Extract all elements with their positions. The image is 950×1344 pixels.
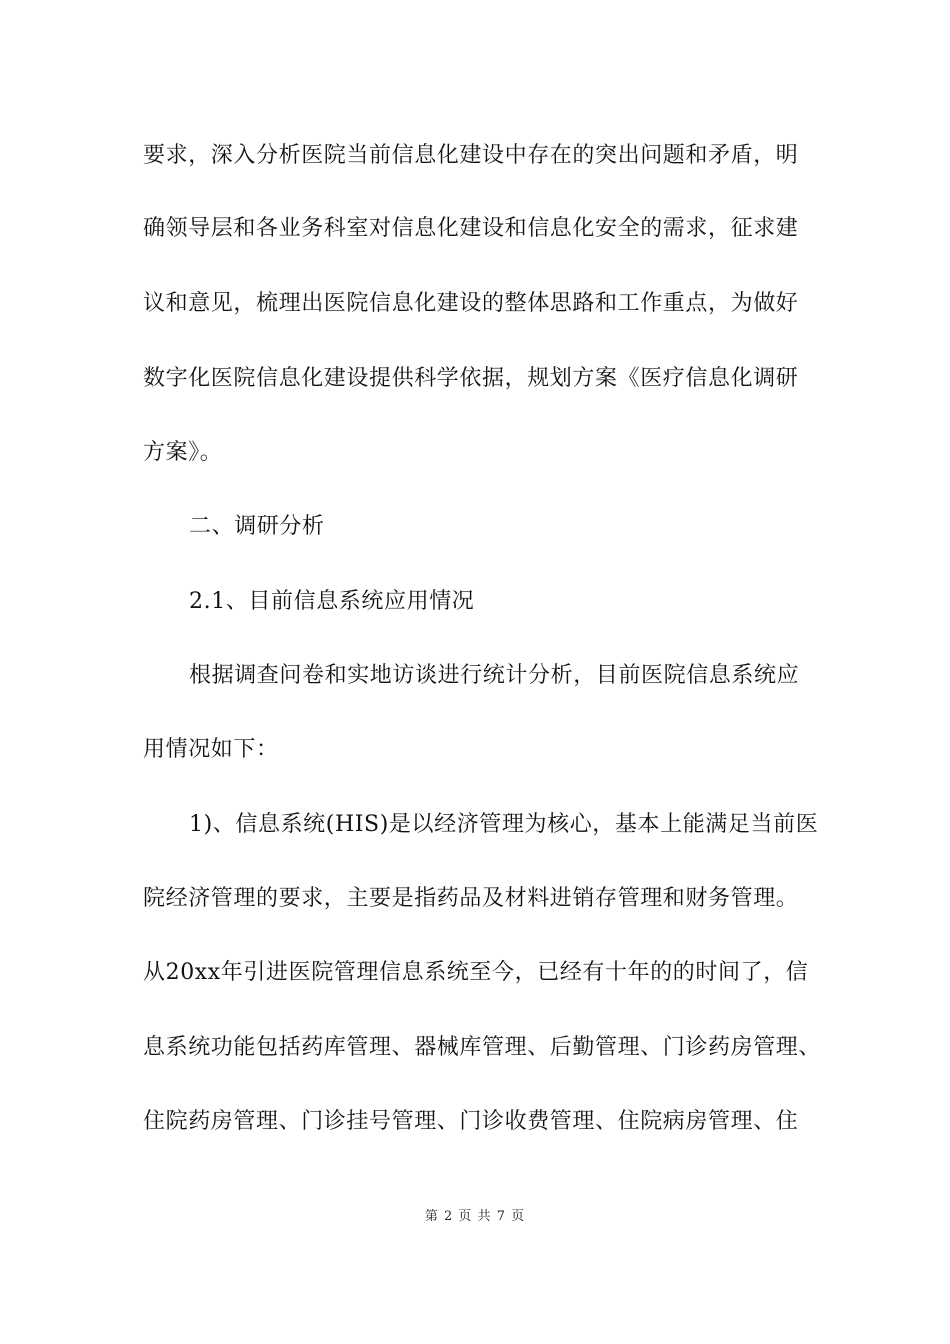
body-text-line: 住院药房管理、门诊挂号管理、门诊收费管理、住院病房管理、住 [143,1109,799,1134]
body-text-line: 用情况如下： [143,737,279,762]
body-text-line: 议和意见，梳理出医院信息化建设的整体思路和工作重点，为做好 [143,291,799,316]
body-text-line: 根据调查问卷和实地访谈进行统计分析，目前医院信息系统应 [189,663,800,688]
body-text-line: 从20xx年引进医院管理信息系统至今，已经有十年的的时间了，信 [143,960,809,985]
body-text-line: 息系统功能包括药库管理、器械库管理、后勤管理、门诊药房管理、 [143,1035,822,1060]
subsection-heading: 2.1、目前信息系统应用情况 [189,589,475,614]
body-text-line: 数字化医院信息化建设提供科学依据，规划方案《医疗信息化调研 [143,366,799,391]
body-text-line: 方案》。 [143,440,223,465]
body-text-line: 院经济管理的要求，主要是指药品及材料进销存管理和财务管理。 [143,886,799,911]
body-text-line: 要求，深入分析医院当前信息化建设中存在的突出问题和矛盾，明 [143,143,799,168]
section-heading: 二、调研分析 [189,514,325,539]
body-text-line: 确领导层和各业务科室对信息化建设和信息化安全的需求，征求建 [143,216,799,241]
body-text-line: 1)、信息系统(HIS)是以经济管理为核心，基本上能满足当前医 [189,812,819,837]
page-number-footer: 第 2 页 共 7 页 [424,1209,526,1224]
